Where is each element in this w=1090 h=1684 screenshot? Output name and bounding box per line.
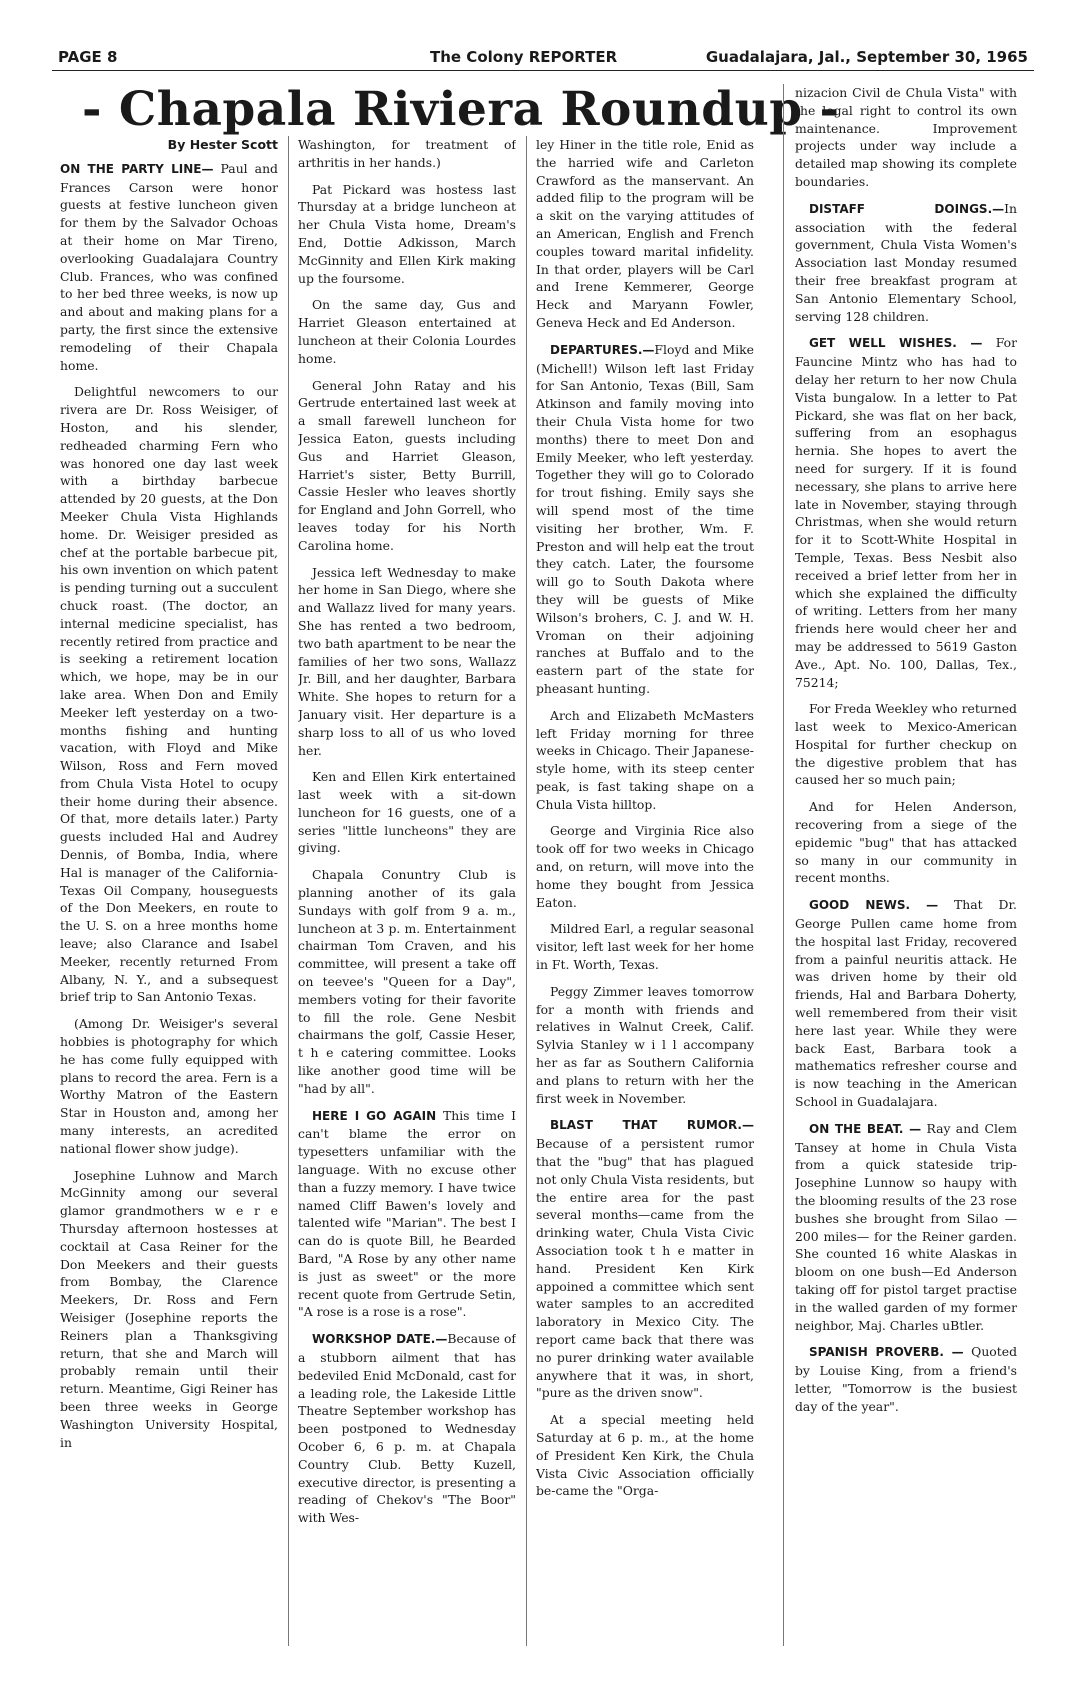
paragraph-text: For Fauncine Mintz who has had to delay her return to her now Chula Vista bungalow. In a letter to Pat Pickard, she was flat on her back, suffering from an esophagus hernia. She hopes to avert the need for surgery. If it is found necessary, she plans to arrive here late in November, staying through Christmas, when she would return for it to Scott-White Hospital in Temple, Texas. Bess Nesbit also received a brief letter from her in which she explained the difficulty of writing. Letters from her many friends here would cheer her and may be addressed to 5619 Gaston Ave., Apt. No. 100, Dallas, Tex., 75214; bbox=[795, 335, 1017, 690]
paragraph: George and Virginia Rice also took off for two weeks in Chicago and, on return, will move into the home they bought from Jessica Eaton. bbox=[536, 823, 754, 910]
paragraph: Josephine Luhnow and March McGinnity among our several glamor grandmothers w e r e Thursday afternoon hostesses at cocktail at Casa Reiner for the Don Meekers and their guests from Bombay, the Clarence Meekers, Dr. Ross and Fern Weisiger (Josephine reports the Reiners plan a Thanksgiving return, that she and March will probably remain until their return. Meantime, Gigi Reiner has been three weeks in George Washington University Hospital, in bbox=[60, 1167, 278, 1450]
paragraph: nizacion Civil de Chula Vista" with the legal right to control its own maintenance. Improvement projects under way include a detailed map showing its complete boundaries. bbox=[795, 85, 1017, 189]
paragraph: For Freda Weekley who returned last week to Mexico-American Hospital for further checkup on the digestive problem that has caused her so much pain; bbox=[795, 701, 1017, 788]
paragraph-text: Because of a persistent rumor that the "bug" that has plagued not only Chula Vista residents, but the entire area for the past several months—came from the drinking water, Chula Vista Civic Association took t h e matter in hand. President Ken Kirk appoined a committee which sent water samples to an accredited laboratory in Mexico City. The report came back that there was no purer drinking water available anywhere that it was, in short, "pure as the driven snow". bbox=[536, 1136, 754, 1401]
paragraph: ley Hiner in the title role, Enid as the harried wife and Carleton Crawford as the manservant. An added filip to the program will be a skit on the varying attitudes of an American, English and French couples toward marital infidelity. In that order, players will be Carl and Irene Kemmerer, George Heck and Maryann Fowler, Geneva Heck and Ed Anderson. bbox=[536, 137, 754, 330]
column-3 bbox=[536, 136, 754, 1654]
paragraph bbox=[795, 334, 1017, 691]
paragraph: Jessica left Wednesday to make her home in San Diego, where she and Wallazz lived for many years. She has rented a two bedroom, two bath apartment to be near the families of her two sons, Wallazz Jr. Bill, and her daughter, Barbara White. She hopes to return for a January visit. Her departure is a sharp loss to all of us who loved her. bbox=[298, 564, 516, 758]
paragraph: Ken and Ellen Kirk entertained last week with a sit-down luncheon for 16 guests, one of a series "little luncheons" they are giving. bbox=[298, 769, 516, 856]
paragraph: (Among Dr. Weisiger's several hobbies is photography for which he has come fully equipped with plans to record the area. Fern is a Worthy Matron of the Eastern Star in Houston and, among her many interests, an acredited national flower show judge). bbox=[60, 1016, 278, 1156]
paragraph bbox=[536, 1116, 754, 1402]
headline: - Chapala Riviera Roundup - bbox=[82, 82, 840, 137]
paragraph: Mildred Earl, a regular seasonal visitor, left last week for her home in Ft. Worth, Texas. bbox=[536, 921, 754, 973]
column-divider bbox=[783, 84, 784, 1646]
paragraph: Washington, for treatment of arthritis in her hands.) bbox=[298, 137, 516, 170]
paragraph: General John Ratay and his Gertrude entertained last week at a small farewell luncheon for Jessica Eaton, guests including Gus and Harriet Gleason, Harriet's sister, Betty Burrill, Cassie Hesler who leaves shortly for England and John Gorrell, who leaves today for his North Carolina home. bbox=[298, 377, 516, 553]
paragraph: At a special meeting held Saturday at 6 p. m., at the home of President Ken Kirk, the Chula Vista Civic Association officially be-came the "Orga- bbox=[536, 1412, 754, 1499]
section-lead: WORKSHOP DATE.— bbox=[312, 1332, 448, 1347]
section-lead: DEPARTURES.— bbox=[550, 342, 655, 357]
paragraph bbox=[795, 1120, 1017, 1335]
paragraph: And for Helen Anderson, recovering from a siege of the epidemic "bug" that has attacked so many in our community in recent months. bbox=[795, 799, 1017, 886]
paragraph: Peggy Zimmer leaves tomorrow for a month with friends and relatives in Walnut Creek, Calif. Sylvia Stanley w i l l accompany her as far as Southern California and plans to return with her the first week in November. bbox=[536, 983, 754, 1106]
page-header bbox=[58, 48, 1028, 68]
paragraph: On the same day, Gus and Harriet Gleason entertained at luncheon at their Colonia Lourdes home. bbox=[298, 297, 516, 366]
page-number: PAGE 8 bbox=[58, 48, 118, 66]
byline: By Hester Scott bbox=[167, 137, 278, 152]
section-lead: SPANISH PROVERB. — bbox=[809, 1345, 964, 1360]
paragraph: Chapala Conuntry Club is planning another of its gala Sundays with golf from 9 a. m., luncheon at 3 p. m. Entertainment chairman Tom Craven, and his committee, will present a take off on teevee's "Queen for a Day", members voting for their favorite to fill the role. Gene Nesbit chairmans the golf, Cassie Heser, t h e catering committee. Looks like another good time will be "had by all". bbox=[298, 867, 516, 1096]
paragraph bbox=[536, 341, 754, 698]
paragraph-text: Paul and Frances Carson were honor guests at festive luncheon given for them by the Salvador Ochoas at their home on Mar Tireno, overlooking Guadalajara Country Club. Frances, who was confined to her bed three weeks, is now up and about and making plans for a party, the first since the extensive remodeling of their Chapala home. bbox=[60, 160, 278, 373]
paragraph-text: Ray and Clem Tansey at home in Chula Vista from a quick stateside trip-Josephine Lunnow so haupy with the blooming results of the 23 rose bushes she brought from Silao —200 miles— for the Reiner garden. She counted 16 white Alaskas in bloom on one bush—Ed Anderson taking off for pistol target practise in the walled garden of my former neighbor, Maj. Charles uBtler. bbox=[795, 1120, 1017, 1333]
paragraph bbox=[298, 1107, 516, 1322]
paragraph bbox=[795, 200, 1017, 326]
dateline: Guadalajara, Jal., September 30, 1965 bbox=[705, 48, 1028, 66]
section-lead: ON THE BEAT. — bbox=[809, 1121, 922, 1136]
paragraph: Delightful newcomers to our rivera are Dr. Ross Weisiger, of Hoston, and his slender, redheaded charming Fern who was honored one day last week with a birthday barbecue attended by 20 guests, at the Don Meeker Chula Vista Highlands home. Dr. Weisiger presided as chef at the portable barbecue pit, his own invention on which patent is pending turning out a succulent chuck roast. (The doctor, an internal medicine specialist, has recently retired from practice and is seeking a retirement location which, we hope, may be in our lake area. When Don and Emily Meeker left yesterday on a two-months fishing and hunting vacation, with Floyd and Mike Wilson, Ross and Fern moved from Chula Vista Hotel to ocupy their home during their absence. Of that, more details later.) Party guests included Hal and Audrey Dennis, of Bomba, India, where Hal is manager of the California-Texas Oil Company, houseguests of the Don Meekers, en route to the U. S. on a hree months home leave; also Clarance and Isabel Meeker, recently returned From Albany, N. Y., and a subsequest brief trip to San Antonio Texas. bbox=[60, 384, 278, 1005]
paragraph bbox=[795, 896, 1017, 1111]
newspaper-name: The Colony REPORTER bbox=[430, 48, 618, 66]
column-2 bbox=[298, 136, 516, 1654]
section-lead: DISTAFF DOINGS.— bbox=[809, 201, 1005, 216]
section-lead: HERE I GO AGAIN bbox=[312, 1108, 437, 1123]
paragraph: Arch and Elizabeth McMasters left Friday morning for three weeks in Chicago. Their Japanese-style home, with its steep center peak, is fast taking shape on a Chula Vista hilltop. bbox=[536, 707, 754, 812]
section-lead: BLAST THAT RUMOR.— bbox=[550, 1118, 754, 1133]
paragraph bbox=[298, 1330, 516, 1527]
column-4 bbox=[795, 84, 1017, 1654]
paragraph-text: Floyd and Mike (Michell!) Wilson left last Friday for San Antonio, Texas (Bill, Sam Atkinson and family moving into their Chula Vista home for two months) there to meet Don and Emily Meeker, who left yesterday. Together they will go to Colorado for trout fishing. Emily says she will spend most of the time visiting her brother, Wm. F. Preston and will help eat the trout they catch. Later, the foursome will go to South Dakota where they will be guests of Mike Wilson's brohers, C. J. and W. H. Vroman on their adjoining ranches at Buffalo and to the eastern part of the state for pheasant hunting. bbox=[536, 341, 754, 696]
paragraph-text: Because of a stubborn ailment that has bedeviled Enid McDonald, cast for a leading role, the Lakeside Little Theatre September workshop has been postponed to Wednesday Ocober 6, 6 p. m. at Chapala Country Club. Betty Kuzell, executive director, is presenting a reading of Chekov's "The Boor" with Wes- bbox=[298, 1331, 516, 1526]
paragraph-text: In association with the federal government, Chula Vista Women's Association last Monday resumed their free breakfast program at San Antonio Elementary School, serving 128 children. bbox=[795, 200, 1017, 324]
paragraph-text: Quoted by Louise King, from a friend's letter, "Tomorrow is the busiest day of the year". bbox=[795, 1344, 1017, 1414]
paragraph-text: This time I can't blame the error on typesetters unfamiliar with the language. With no excuse other than a fuzzy memory. I have twice named Cliff Bawen's lovely and talented wife "Marian". The best I can do is quote Bill, he Bearded Bard, "A Rose by any other name is just as sweet" or the more recent quote from Gertrude Setin, "A rose is a rose is a rose". bbox=[298, 1107, 516, 1320]
section-lead: GOOD NEWS. — bbox=[809, 898, 939, 913]
paragraph-text: That Dr. George Pullen came home from the hospital last Friday, recovered from a painful neuritis attack. He was driven home by their old friends, Hal and Barbara Doherty, well remembered from their visit here last year. While they were back East, Barbara took a mathematics refresher course and is now teaching in the American School in Guadalajara. bbox=[795, 897, 1017, 1110]
paragraph: Pat Pickard was hostess last Thursday at a bridge luncheon at her Chula Vista home, Dream's End, Dottie Adkisson, March McGinnity and Ellen Kirk making up the foursome. bbox=[298, 181, 516, 286]
column-divider bbox=[288, 136, 289, 1646]
column-divider bbox=[526, 136, 527, 1646]
paragraph bbox=[60, 160, 278, 375]
section-lead: ON THE PARTY LINE— bbox=[60, 161, 214, 176]
column-1 bbox=[60, 136, 278, 1654]
section-lead: GET WELL WISHES. — bbox=[809, 336, 983, 351]
header-rule bbox=[52, 70, 1034, 71]
paragraph bbox=[795, 1343, 1017, 1415]
